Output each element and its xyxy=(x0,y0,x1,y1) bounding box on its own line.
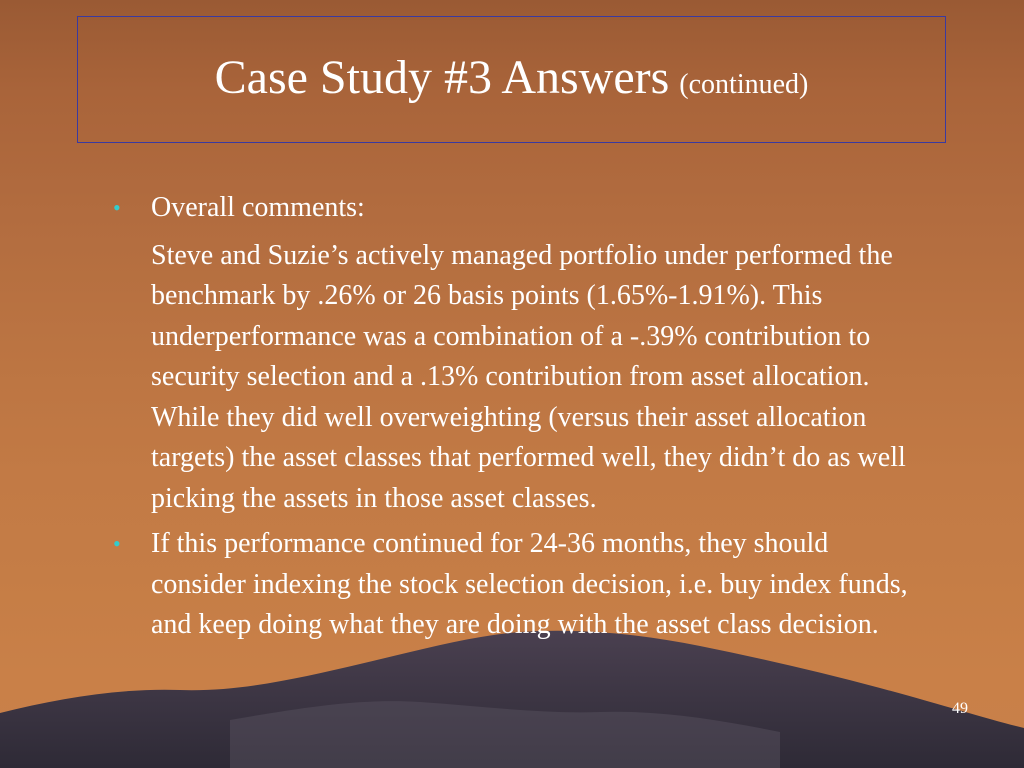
slide-title xyxy=(214,50,809,104)
title-box xyxy=(77,16,946,143)
bullet-paragraph: Steve and Suzie’s actively managed portfolio under performed the benchmark by .26% or 26 basis points (1.65%-1.91%). This underperformance was a combination of a -.39% contribution to security selection and a .13% contribution from asset allocation. While they did well overweighting (versus their asset allocation targets) the asset classes that performed well, they didn’t do as well picking the assets in those asset classes. xyxy=(151,239,906,514)
slide-title-main: Case Study #3 Answers xyxy=(214,50,670,104)
bullet-item xyxy=(110,188,930,229)
bullet-dot-icon: • xyxy=(113,531,121,556)
slide-title-sub: (continued) xyxy=(679,68,809,100)
bullet-heading: Overall comments: xyxy=(151,192,365,223)
bullet-dot-icon: • xyxy=(113,195,121,220)
slide-number: 49 xyxy=(952,700,968,717)
mountain-silhouette xyxy=(0,628,1024,768)
bullet-item xyxy=(110,524,930,646)
bullet-text: If this performance continued for 24-36 months, they should consider indexing the stock selection decision, i.e. buy index funds, and keep doing what they are doing with the asset class decision. xyxy=(151,528,908,640)
slide-content xyxy=(110,188,930,646)
